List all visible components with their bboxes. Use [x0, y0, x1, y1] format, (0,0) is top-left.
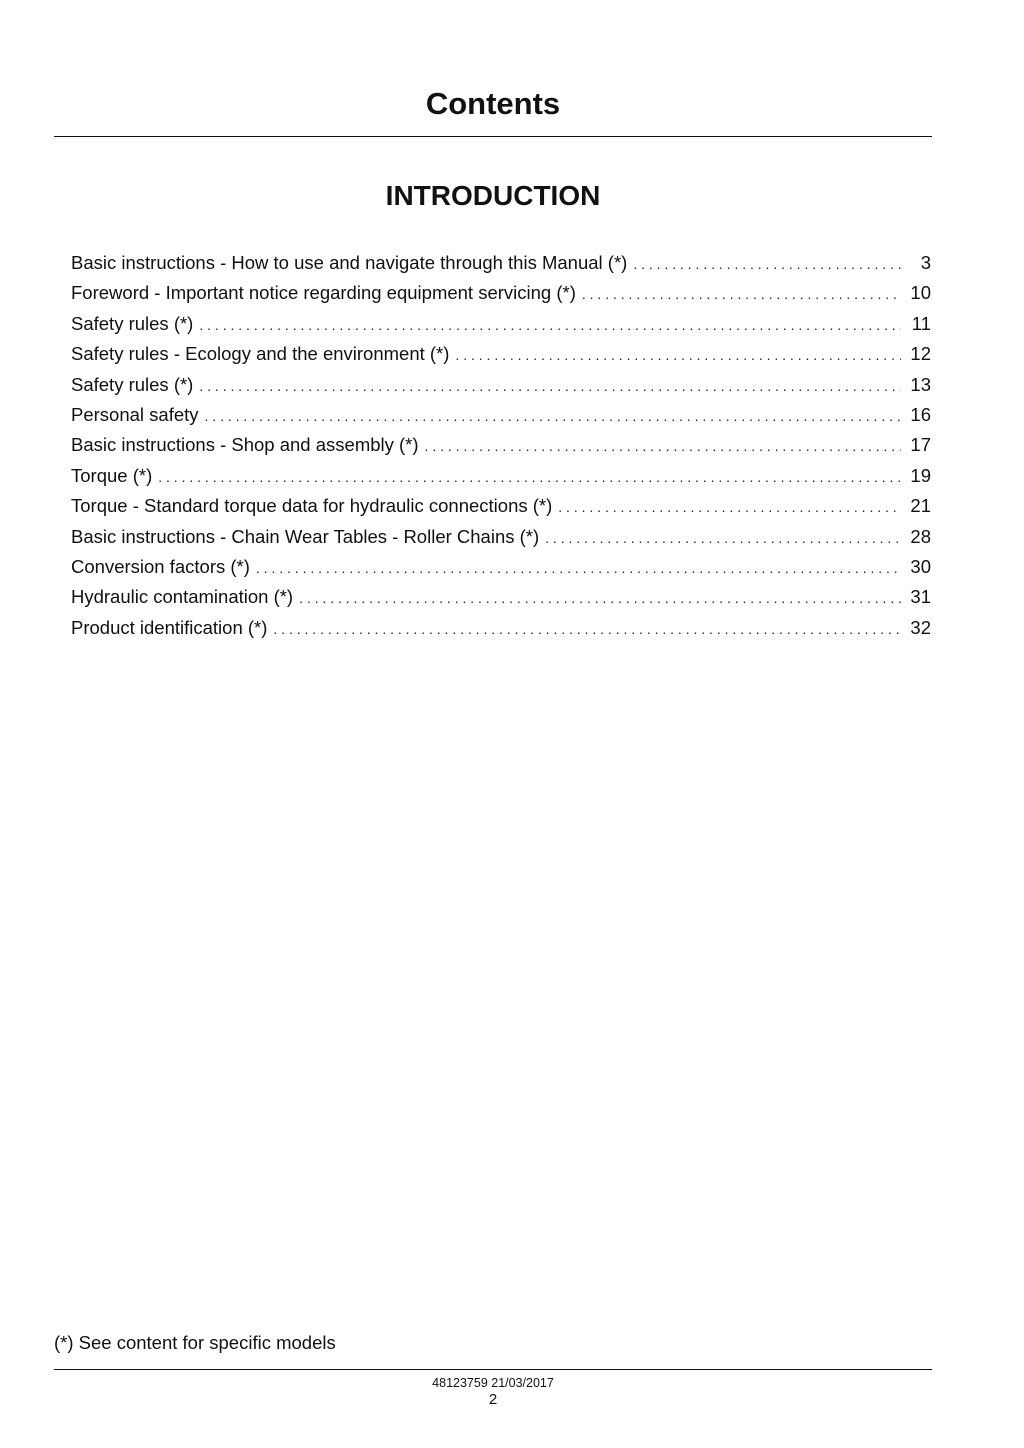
toc-entry-page[interactable]: 12 [910, 343, 931, 365]
toc-dot-leader [273, 621, 901, 637]
toc-entry-page[interactable]: 16 [910, 403, 931, 425]
toc-entry[interactable] [71, 252, 931, 282]
toc-entry[interactable] [71, 282, 931, 312]
toc-entry[interactable] [71, 465, 931, 495]
toc-entry-page[interactable]: 30 [910, 555, 931, 577]
toc-entry[interactable] [71, 617, 931, 647]
title-divider [54, 136, 932, 137]
toc-entry-page[interactable]: 19 [910, 464, 931, 486]
toc-entry[interactable] [71, 586, 931, 616]
toc-dot-leader [633, 256, 901, 272]
toc-dot-leader [199, 317, 901, 333]
page-title: Contents [425, 86, 561, 121]
toc-entry[interactable] [71, 343, 931, 373]
toc-entry[interactable] [71, 374, 931, 404]
toc-entry-page[interactable]: 13 [910, 373, 931, 395]
toc-dot-leader [158, 469, 901, 485]
toc-entry-page[interactable]: 11 [911, 312, 931, 334]
toc-entry-page[interactable]: 31 [910, 586, 931, 608]
document-id: 48123759 21/03/2017 [432, 1376, 554, 1390]
toc-entry-label[interactable]: Foreword - Important notice regarding equipment servicing (*) [71, 282, 576, 304]
toc-entry-label[interactable]: Basic instructions - Shop and assembly (*) [71, 434, 419, 456]
toc-entry-label[interactable]: Torque (*) [71, 464, 153, 486]
toc-entry-page[interactable]: 17 [910, 434, 931, 456]
toc-entry[interactable] [71, 495, 931, 525]
footer-divider [54, 1369, 932, 1370]
toc-entry-page[interactable]: 28 [910, 525, 931, 547]
toc-entry-label[interactable]: Torque - Standard torque data for hydraulic connections (*) [71, 495, 553, 517]
toc-entry-label[interactable]: Basic instructions - Chain Wear Tables - Roller Chains (*) [71, 525, 540, 547]
toc-entry[interactable] [71, 556, 931, 586]
toc-entry-page[interactable]: 32 [910, 616, 931, 638]
toc-entry-label[interactable]: Personal safety [71, 403, 199, 425]
toc-dot-leader [299, 590, 901, 606]
toc-entry-label[interactable]: Safety rules - Ecology and the environment (*) [71, 343, 450, 365]
toc-dot-leader [558, 499, 901, 515]
toc-dot-leader [545, 530, 901, 546]
toc-entry[interactable] [71, 404, 931, 434]
toc-dot-leader [205, 408, 901, 424]
toc-dot-leader [199, 378, 901, 394]
toc-dot-leader [455, 347, 901, 363]
table-of-contents [71, 252, 931, 647]
toc-entry[interactable] [71, 526, 931, 556]
footnote: (*) See content for specific models [54, 1332, 336, 1353]
toc-entry[interactable] [71, 434, 931, 464]
toc-entry-page[interactable]: 10 [910, 282, 931, 304]
toc-entry[interactable] [71, 313, 931, 343]
toc-dot-leader [582, 286, 901, 302]
toc-entry-label[interactable]: Product identification (*) [71, 616, 268, 638]
toc-entry-label[interactable]: Basic instructions - How to use and navigate through this Manual (*) [71, 252, 628, 273]
toc-entry-label[interactable]: Conversion factors (*) [71, 555, 250, 577]
toc-entry-page[interactable]: 3 [920, 252, 931, 273]
toc-entry-page[interactable]: 21 [910, 495, 931, 517]
section-heading: INTRODUCTION [385, 180, 601, 211]
toc-entry-label[interactable]: Safety rules (*) [71, 312, 194, 334]
page-number: 2 [488, 1391, 498, 1408]
toc-dot-leader [425, 438, 901, 454]
toc-entry-label[interactable]: Safety rules (*) [71, 373, 194, 395]
toc-dot-leader [256, 560, 901, 576]
toc-entry-label[interactable]: Hydraulic contamination (*) [71, 586, 294, 608]
